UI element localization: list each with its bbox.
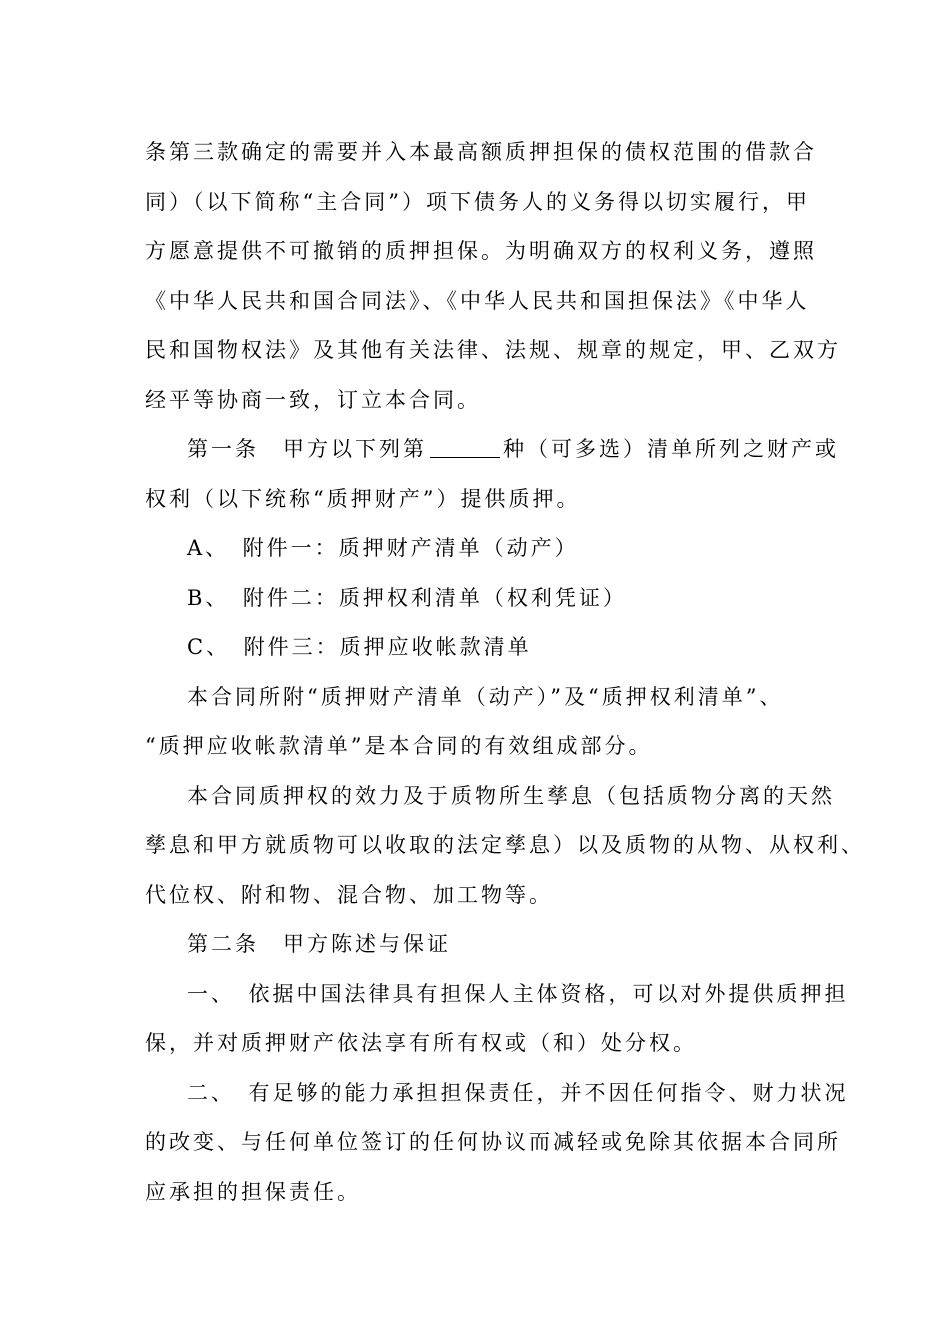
paragraph-line: 民和国物权法》及其他有关法律、法规、规章的规定，甲、乙双方 [145, 338, 841, 362]
paragraph-line: 经平等协商一致，订立本合同。 [145, 388, 481, 412]
paragraph-line: 《中华人民共和国合同法》、《中华人民共和国担保法》《中华人 [145, 289, 810, 313]
fill-in-blank[interactable] [430, 435, 500, 458]
paragraph-line: 二、 有足够的能力承担担保责任，并不因任何指令、财力状况 [187, 1081, 849, 1105]
paragraph-line: 本合同质押权的效力及于质物所生孳息（包括质物分离的天然 [187, 784, 835, 808]
paragraph-line: 保，并对质押财产依法享有所有权或（和）处分权。 [145, 1031, 697, 1055]
article-one-start: 第一条 甲方以下列第 [187, 437, 427, 461]
paragraph-line: “质押应收帐款清单”是本合同的有效组成部分。 [145, 734, 653, 758]
attachment-item-c: C、 附件三：质押应收帐款清单 [187, 635, 532, 659]
paragraph-line: 本合同所附“质押财产清单（动产）”及“质押权利清单”、 [187, 685, 784, 709]
paragraph-line: 同）（以下简称“主合同”）项下债务人的义务得以切实履行，甲 [145, 190, 810, 214]
paragraph-line: 应承担的担保责任。 [145, 1180, 361, 1204]
paragraph-line: 条第三款确定的需要并入本最高额质押担保的债权范围的借款合 [145, 140, 817, 164]
paragraph-line: 方愿意提供不可撤销的质押担保。为明确双方的权利义务，遵照 [145, 239, 817, 263]
paragraph-line: 一、 依据中国法律具有担保人主体资格，可以对外提供质押担 [187, 982, 849, 1006]
paragraph-line: 权利（以下统称“质押财产”）提供质押。 [145, 487, 581, 511]
article-one-end: 种（可多选）清单所列之财产或 [503, 437, 839, 461]
paragraph-line: 代位权、附和物、混合物、加工物等。 [145, 883, 553, 907]
attachment-item-a: A、 附件一：质押财产清单（动产） [187, 536, 579, 560]
article-one-line [187, 429, 950, 469]
attachment-item-b: B、 附件二：质押权利清单（权利凭证） [187, 586, 627, 610]
article-two-heading: 第二条 甲方陈述与保证 [187, 932, 451, 956]
paragraph-line: 的改变、与任何单位签订的任何协议而减轻或免除其依据本合同所 [145, 1130, 841, 1154]
paragraph-line: 孳息和甲方就质物可以收取的法定孳息）以及质物的从物、从权利、 [145, 833, 865, 857]
